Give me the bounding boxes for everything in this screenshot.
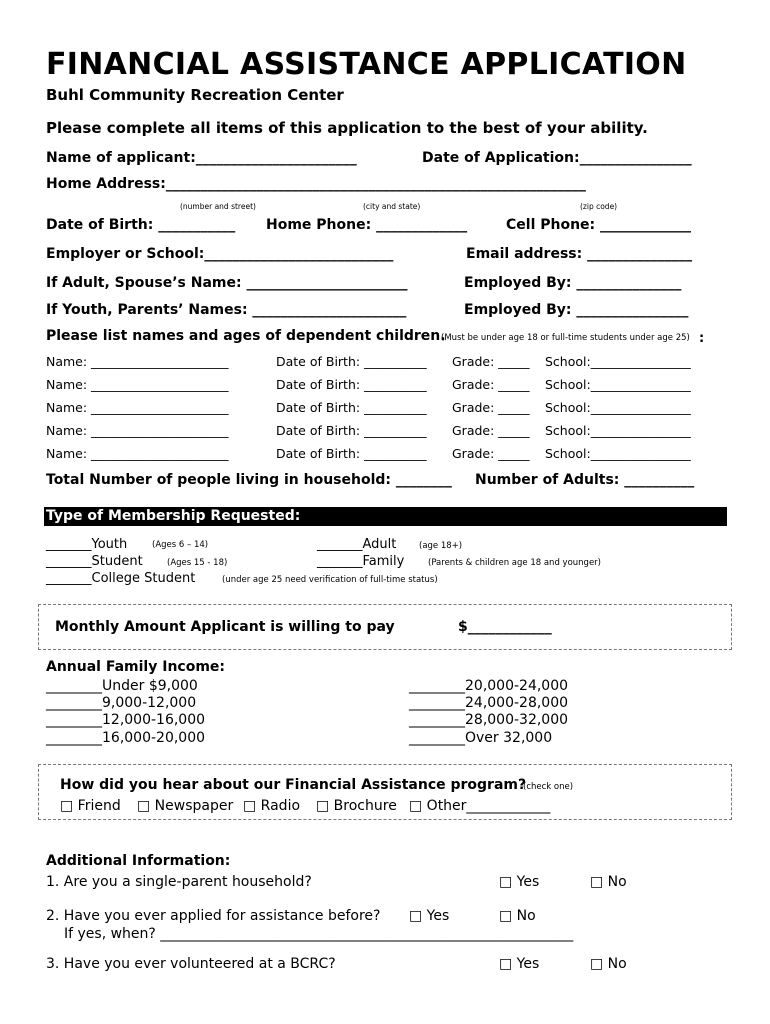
dependent-school-field[interactable]: School:________________ (545, 400, 691, 415)
q2-no-checkbox[interactable]: □ No (499, 908, 536, 924)
income-option[interactable]: ________9,000-12,000 (46, 695, 197, 711)
monthly-amount-field[interactable]: $____________ (458, 619, 552, 635)
parents-name-field[interactable]: If Youth, Parents’ Names: ______________________ (46, 302, 407, 318)
referral-friend-checkbox[interactable]: □ Friend (60, 798, 121, 814)
spouse-name-field[interactable]: If Adult, Spouse’s Name: _______________________ (46, 275, 408, 291)
form-title: FINANCIAL ASSISTANCE APPLICATION (46, 47, 687, 82)
dependents-note-colon: : (699, 331, 705, 346)
membership-youth-note: (Ages 6 – 14) (152, 540, 209, 550)
parents-employer-field[interactable]: Employed By: ________________ (464, 302, 689, 318)
dependents-note: (Must be under age 18 or full-time students under age 25) (441, 333, 690, 343)
q1-no-checkbox[interactable]: □ No (590, 874, 627, 890)
referral-note: (check one) (523, 782, 574, 792)
membership-youth-option[interactable]: _______Youth (46, 537, 128, 552)
income-option[interactable]: ________12,000-16,000 (46, 712, 206, 728)
dependent-name-field[interactable]: Name: ______________________ (46, 400, 229, 415)
income-option[interactable]: ________16,000-20,000 (46, 730, 206, 746)
dependent-dob-field[interactable]: Date of Birth: __________ (276, 423, 427, 438)
hint-city: (city and state) (363, 202, 421, 211)
dependent-school-field[interactable]: School:________________ (545, 423, 691, 438)
dependent-dob-field[interactable]: Date of Birth: __________ (276, 354, 427, 369)
dependent-name-field[interactable]: Name: ______________________ (46, 377, 229, 392)
dependent-grade-field[interactable]: Grade: _____ (452, 446, 530, 461)
dependent-school-field[interactable]: School:________________ (545, 354, 691, 369)
dependent-dob-field[interactable]: Date of Birth: __________ (276, 400, 427, 415)
instructions: Please complete all items of this application to the best of your ability. (46, 119, 648, 137)
membership-student-note: (Ages 15 - 18) (167, 558, 228, 568)
hint-street: (number and street) (180, 202, 256, 211)
dependent-grade-field[interactable]: Grade: _____ (452, 377, 530, 392)
membership-family-note: (Parents & children age 18 and younger) (428, 558, 601, 568)
dependent-grade-field[interactable]: Grade: _____ (452, 354, 530, 369)
cell-phone-field[interactable]: Cell Phone: _____________ (506, 217, 692, 233)
date-of-birth-field[interactable]: Date of Birth: ___________ (46, 217, 236, 233)
household-adults-field[interactable]: Number of Adults: __________ (475, 472, 695, 488)
dependent-grade-field[interactable]: Grade: _____ (452, 400, 530, 415)
membership-adult-option[interactable]: _______Adult (317, 537, 397, 552)
dependent-dob-field[interactable]: Date of Birth: __________ (276, 377, 427, 392)
membership-college-note: (under age 25 need verification of full-time status) (222, 575, 438, 585)
income-option[interactable]: ________20,000-24,000 (409, 678, 569, 694)
dependent-name-field[interactable]: Name: ______________________ (46, 446, 229, 461)
question-volunteered: 3. Have you ever volunteered at a BCRC? (46, 956, 336, 972)
q1-yes-checkbox[interactable]: □ Yes (499, 874, 540, 890)
home-address-field[interactable]: Home Address:____________________________________________________________ (46, 176, 586, 192)
q3-no-checkbox[interactable]: □ No (590, 956, 627, 972)
membership-family-option[interactable]: _______Family (317, 554, 405, 569)
income-option[interactable]: ________Under $9,000 (46, 678, 198, 694)
employer-field[interactable]: Employer or School:___________________________ (46, 246, 394, 262)
question-single-parent: 1. Are you a single-parent household? (46, 874, 312, 890)
household-total-field[interactable]: Total Number of people living in household: ________ (46, 472, 452, 488)
referral-other-checkbox[interactable]: □ Other____________ (409, 798, 551, 814)
referral-radio-checkbox[interactable]: □ Radio (243, 798, 301, 814)
hint-zip: (zip code) (580, 202, 618, 211)
membership-college-option[interactable]: _______College Student (46, 571, 196, 586)
organization-name: Buhl Community Recreation Center (46, 86, 344, 104)
additional-heading: Additional Information: (46, 853, 231, 869)
dependent-name-field[interactable]: Name: ______________________ (46, 423, 229, 438)
question-applied-before: 2. Have you ever applied for assistance before? (46, 908, 381, 924)
home-phone-field[interactable]: Home Phone: _____________ (266, 217, 468, 233)
referral-question: How did you hear about our Financial Assistance program? (60, 777, 527, 793)
monthly-amount-label: Monthly Amount Applicant is willing to pay (55, 619, 395, 635)
q2-yes-checkbox[interactable]: □ Yes (409, 908, 450, 924)
dependent-name-field[interactable]: Name: ______________________ (46, 354, 229, 369)
membership-heading: Type of Membership Requested: (46, 508, 301, 524)
applied-when-field[interactable]: If yes, when? ___________________________________________________________ (64, 926, 574, 942)
membership-adult-note: (age 18+) (419, 541, 463, 551)
dependent-school-field[interactable]: School:________________ (545, 377, 691, 392)
membership-student-option[interactable]: _______Student (46, 554, 143, 569)
q3-yes-checkbox[interactable]: □ Yes (499, 956, 540, 972)
income-option[interactable]: ________Over 32,000 (409, 730, 553, 746)
income-option[interactable]: ________24,000-28,000 (409, 695, 569, 711)
applicant-name-field[interactable]: Name of applicant:_______________________ (46, 150, 357, 166)
membership-heading-bar (44, 507, 727, 526)
referral-newspaper-checkbox[interactable]: □ Newspaper (137, 798, 234, 814)
dependent-dob-field[interactable]: Date of Birth: __________ (276, 446, 427, 461)
dependents-heading: Please list names and ages of dependent children. (46, 328, 446, 344)
referral-brochure-checkbox[interactable]: □ Brochure (316, 798, 397, 814)
email-field[interactable]: Email address: _______________ (466, 246, 693, 262)
income-heading: Annual Family Income: (46, 659, 226, 675)
dependent-grade-field[interactable]: Grade: _____ (452, 423, 530, 438)
dependent-school-field[interactable]: School:________________ (545, 446, 691, 461)
application-date-field[interactable]: Date of Application:________________ (422, 150, 692, 166)
income-option[interactable]: ________28,000-32,000 (409, 712, 569, 728)
spouse-employer-field[interactable]: Employed By: _______________ (464, 275, 682, 291)
